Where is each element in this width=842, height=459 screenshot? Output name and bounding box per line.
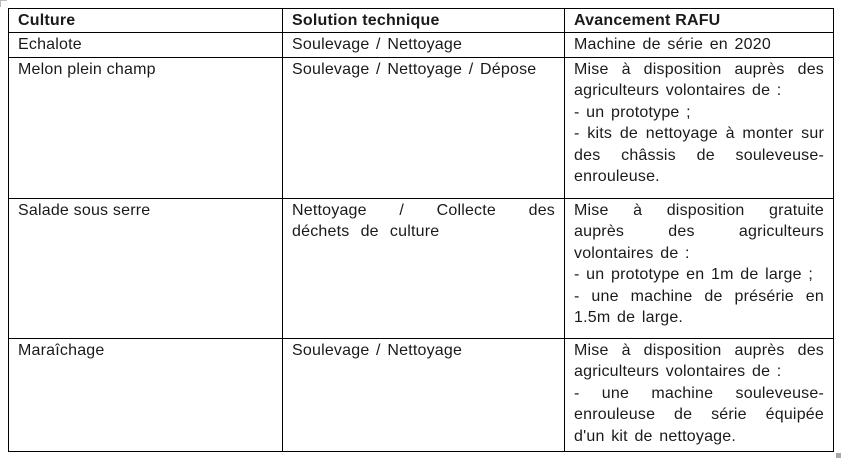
table-row	[9, 32, 834, 57]
table-row	[9, 198, 834, 338]
cell-text: Mise à disposition auprès des agriculteurs volontaires de :	[574, 341, 824, 380]
cell-text: Soulevage / Nettoyage	[292, 35, 463, 53]
page-corner-mark	[0, 0, 7, 7]
column-header-solution-technique: Solution technique	[283, 9, 565, 33]
table-header-row	[9, 9, 834, 33]
cell-text: Nettoyage / Collecte des déchets de culture	[292, 201, 555, 240]
cell-text: - kits de nettoyage à monter sur des châssis de souleveuse-enrouleuse.	[574, 125, 824, 185]
table-resize-handle[interactable]	[836, 453, 841, 458]
cell-text: Machine de série en 2020	[574, 35, 771, 53]
cell-avancement	[565, 57, 834, 198]
cell-text: Melon plein champ	[18, 60, 156, 78]
cell-avancement	[565, 198, 834, 338]
cell-avancement	[565, 338, 834, 451]
cell-avancement	[565, 32, 834, 57]
cell-text: Soulevage / Nettoyage	[292, 341, 463, 359]
cell-text: Mise à disposition gratuite auprès des agriculteurs volontaires de :	[574, 201, 824, 262]
table-row	[9, 338, 834, 451]
cell-culture	[9, 338, 283, 451]
cultures-solutions-table	[8, 8, 834, 452]
cell-text: - une machine de présérie en 1.5m de large.	[574, 287, 824, 326]
column-header-culture: Culture	[9, 9, 283, 33]
column-header-avancement-rafu: Avancement RAFU	[565, 9, 834, 33]
cell-text: - un prototype en 1m de large ;	[574, 266, 813, 283]
cell-text: Maraîchage	[18, 341, 105, 359]
cell-text: - une machine souleveuse-enrouleuse de série équipée d'un kit de nettoyage.	[574, 384, 824, 445]
cell-culture	[9, 198, 283, 338]
cell-text: Soulevage / Nettoyage / Dépose	[292, 60, 537, 78]
cell-solution	[283, 198, 565, 338]
cell-solution	[283, 57, 565, 198]
cell-culture	[9, 57, 283, 198]
cell-text: Salade sous serre	[18, 201, 151, 219]
cell-text: Mise à disposition auprès des agriculteurs volontaires de :	[574, 60, 824, 99]
cell-text: - un prototype ;	[574, 103, 691, 121]
cell-solution	[283, 338, 565, 451]
table-row	[9, 57, 834, 198]
cell-text: Echalote	[18, 35, 82, 53]
cell-solution	[283, 32, 565, 57]
cell-culture	[9, 32, 283, 57]
